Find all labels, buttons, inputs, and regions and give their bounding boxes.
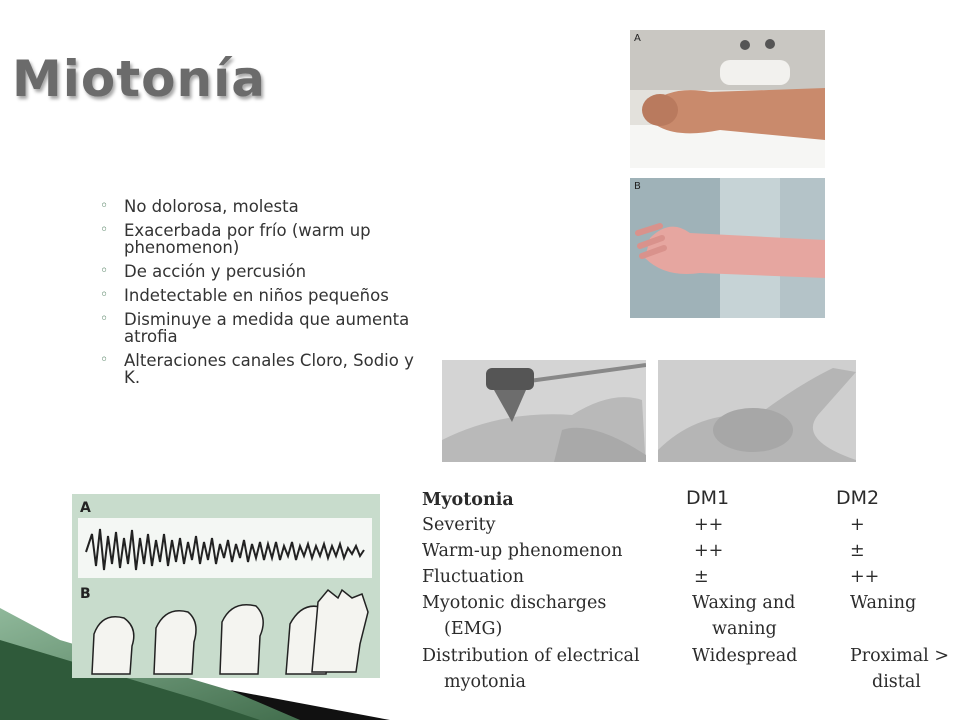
table-cell: distal — [872, 672, 921, 692]
slide-title: Miotonía — [12, 50, 266, 108]
table-cell: Waxing and — [692, 593, 796, 613]
myotonia-table — [420, 462, 950, 698]
bullet-item: ◦ Alteraciones canales Cloro, Sodio y K. — [100, 352, 435, 386]
table-header-dm1: DM1 — [686, 487, 730, 509]
table-cell: + — [850, 515, 865, 535]
grip-photo-a — [630, 30, 825, 168]
table-cell: Widespread — [692, 646, 798, 666]
table-cell: Distribution of electrical — [422, 646, 640, 666]
bullet-list — [100, 198, 435, 393]
table-cell: ++ — [694, 515, 724, 535]
table-cell: ++ — [850, 567, 880, 587]
table-cell: Warm-up phenomenon — [422, 541, 623, 561]
photo-label: A — [634, 33, 641, 44]
table-cell: waning — [712, 619, 777, 639]
table-cell: myotonia — [444, 672, 526, 692]
table-cell: Myotonic discharges — [422, 593, 607, 613]
thenar-photo — [658, 360, 856, 470]
emg-label: B — [80, 586, 91, 602]
table-cell: Waning — [850, 593, 917, 613]
table-cell: Fluctuation — [422, 567, 524, 587]
table-cell: Severity — [422, 515, 496, 535]
bullet-item: ◦ Indetectable en niños pequeños — [100, 287, 435, 304]
grip-photo-b — [630, 178, 825, 318]
emg-figure — [72, 494, 380, 678]
bullet-item: ◦ Exacerbada por frío (warm up phenomenon) — [100, 222, 435, 256]
table-cell: ± — [850, 541, 865, 561]
emg-label: A — [80, 500, 91, 516]
bullet-item: ◦ De acción y percusión — [100, 263, 435, 280]
photo-label: B — [634, 181, 641, 192]
table-cell: Proximal > — [850, 646, 949, 666]
table-cell: ++ — [694, 541, 724, 561]
bullet-item: ◦ Disminuye a medida que aumenta atrofia — [100, 311, 435, 345]
table-cell: ± — [694, 567, 709, 587]
table-header-myotonia: Myotonia — [422, 490, 514, 510]
table-header-dm2: DM2 — [836, 487, 880, 509]
table-cell: (EMG) — [444, 619, 503, 639]
bullet-item: ◦ No dolorosa, molesta — [100, 198, 435, 215]
percussion-photo — [442, 360, 646, 470]
